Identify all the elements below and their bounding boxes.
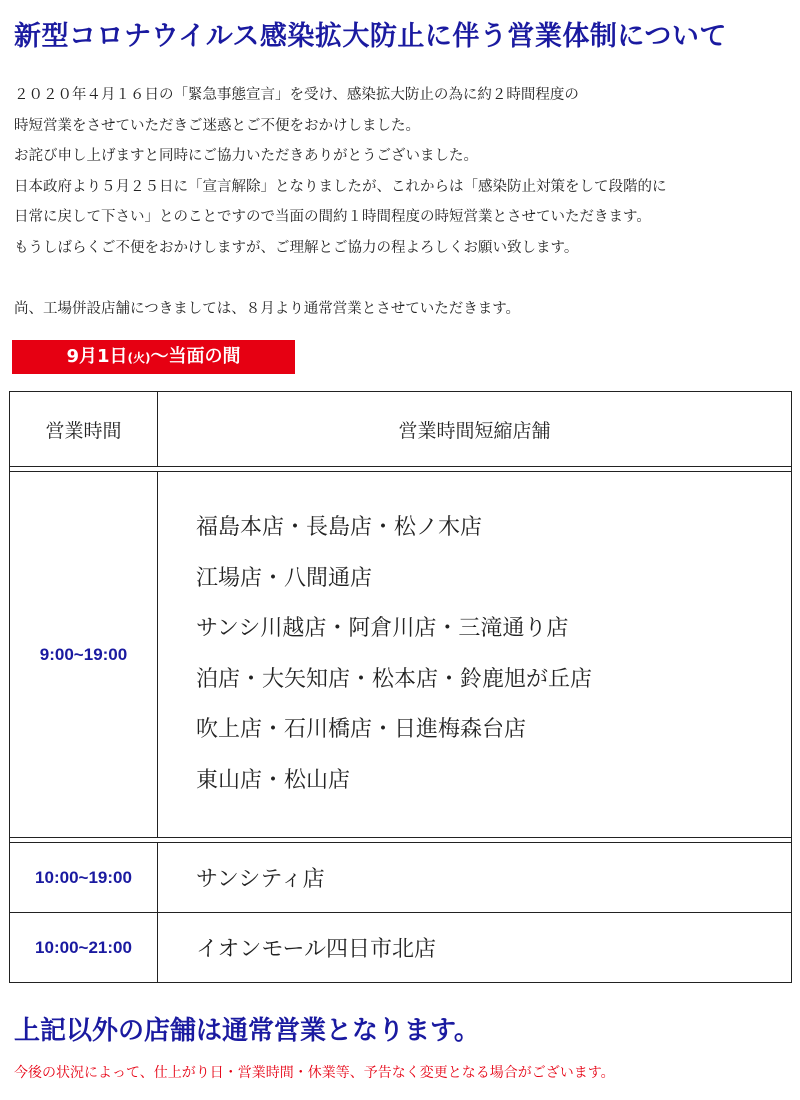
header-time: 営業時間 xyxy=(10,392,158,467)
table-row xyxy=(10,913,792,983)
footer-note-text: 今後の状況によって、仕上がり日・営業時間・休業等、予告なく変更となる場合がございます。 xyxy=(14,1065,615,1081)
period-weekday: (火) xyxy=(127,351,151,365)
intro-note: 尚、工場併設店舗につきましては、８月より通常営業とさせていただきます。 xyxy=(14,300,521,317)
page-title: 新型コロナウイルス感染拡大防止に伴う営業体制について xyxy=(14,21,727,52)
table-row xyxy=(10,843,792,913)
intro-text xyxy=(14,80,794,324)
store-line: イオンモール四日市北店 xyxy=(196,937,437,962)
stores-cell xyxy=(158,472,792,838)
table-row xyxy=(10,472,792,838)
stores-cell xyxy=(158,843,792,913)
store-line: サンシ川越店・阿倉川店・三滝通り店 xyxy=(196,616,569,641)
period-date: 9月1日 xyxy=(66,346,128,367)
period-badge xyxy=(12,340,295,374)
store-line: 福島本店・長島店・松ノ木店 xyxy=(196,515,483,540)
intro-line: お詫び申し上げますと同時にご協力いただきありがとうございました。 xyxy=(14,148,478,164)
store-line: サンシティ店 xyxy=(196,867,325,892)
time-cell: 10:00~19:00 xyxy=(10,843,158,913)
footer-main-text: 上記以外の店舗は通常営業となります。 xyxy=(14,1016,480,1046)
intro-line: 時短営業をさせていただきご迷惑とご不便をおかけしました。 xyxy=(14,117,420,134)
intro-line: 日常に戻して下さい」とのことですので当面の間約１時間程度の時短営業とさせていただきます。 xyxy=(14,209,651,225)
business-hours-table xyxy=(9,391,792,983)
time-cell: 10:00~21:00 xyxy=(10,913,158,983)
stores-cell xyxy=(158,913,792,983)
store-line: 江場店・八間通店 xyxy=(196,565,373,591)
spacer xyxy=(14,263,794,294)
time-cell: 9:00~19:00 xyxy=(10,472,158,838)
intro-line: もうしばらくご不便をおかけしますが、ご理解とご協力の程よろしくお願い致します。 xyxy=(14,239,579,256)
period-suffix: 〜当面の間 xyxy=(150,346,241,367)
store-line: 東山店・松山店 xyxy=(196,767,351,793)
header-stores: 営業時間短縮店舗 xyxy=(158,392,792,467)
store-line: 泊店・大矢知店・松本店・鈴鹿旭が丘店 xyxy=(196,666,593,692)
store-line: 吹上店・石川橋店・日進梅森台店 xyxy=(196,717,527,742)
table-header-row xyxy=(10,392,792,467)
intro-line: ２０２０年４月１６日の「緊急事態宣言」を受け、感染拡大防止の為に約２時間程度の xyxy=(14,87,579,103)
intro-line: 日本政府より５月２５日に「宣言解除」となりましたが、これからは「感染防止対策をして段階的に xyxy=(14,178,667,195)
